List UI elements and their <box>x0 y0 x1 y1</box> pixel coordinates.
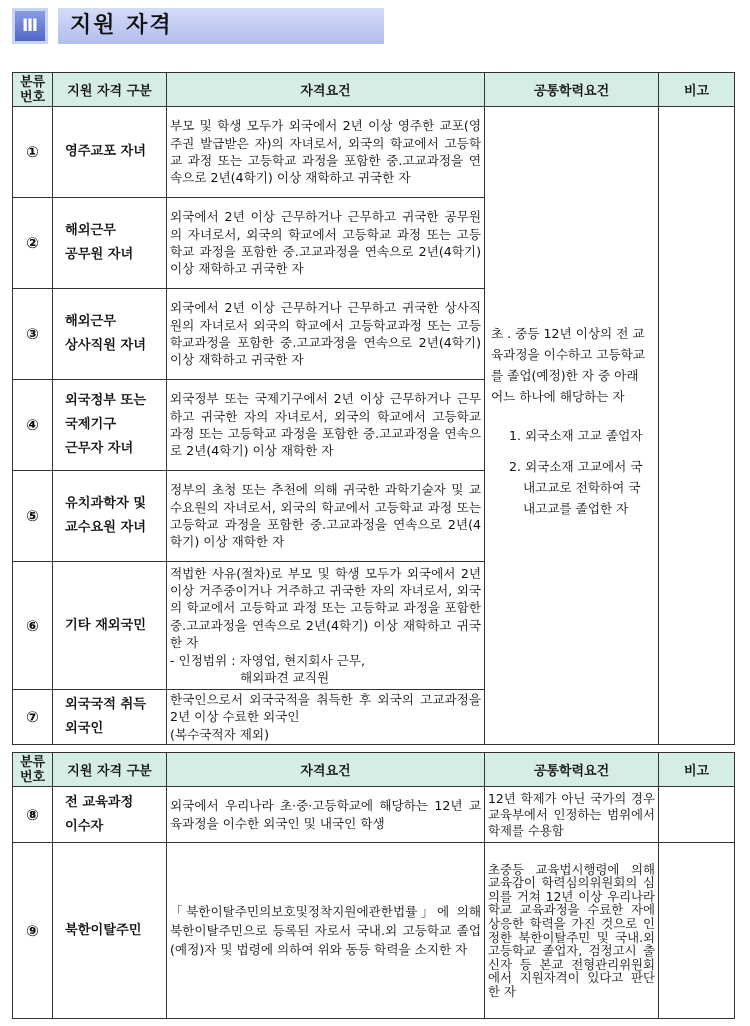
section-number-badge: Ⅲ <box>12 8 48 44</box>
row-category: 기타 재외국민 <box>53 562 167 690</box>
table-header-row <box>13 753 735 787</box>
header-note: 비고 <box>659 753 735 787</box>
row-number: ⑨ <box>13 843 53 1019</box>
row-number: ⑦ <box>13 690 53 745</box>
row-number: ① <box>13 107 53 198</box>
note-cell <box>659 843 735 1019</box>
common-intro: 초 . 중등 12년 이상의 전 교육과정을 이수하고 고등학교를 졸업(예정)한 자 중 아래 어느 하나에 해당하는 자 <box>491 325 645 404</box>
row-common: 초중등 교육법시행령에 의해 교육감이 학력심의위원회의 심의를 거쳐 12년 이상 우리나라 학교 교육과정을 수료한 자에 상응한 학력을 가진 것으로 인정한 북한이탈주민 및 국내.외 고등학교 졸업자, 검정고시 출신자 등 본교 전형관리위원회에서 지원자격이 있다고 판단한 자 <box>485 843 659 1019</box>
header-common: 공통학력요건 <box>485 73 659 107</box>
row-requirement: 부모 및 학생 모두가 외국에서 2년 이상 영주한 교포(영주권 발급받은 자)의 자녀로서, 외국의 학교에서 고등학교 과정 또는 고등학교 과정을 포함한 중.고교과정을 연속으로 2년(4학기) 이상 재학하고 귀국한 자 <box>167 107 485 198</box>
row-number: ⑧ <box>13 787 53 843</box>
row-number: ② <box>13 198 53 289</box>
header-num: 분류 번호 <box>13 73 53 107</box>
section-title: 지원 자격 <box>58 8 384 44</box>
row-requirement: 외국에서 2년 이상 근무하거나 근무하고 귀국한 공무원의 자녀로서, 외국의 학교에서 고등학교 과정 또는 고등학교 과정을 포함한 중.고교과정을 연속으로 2년(4학기) 이상 재학하고 귀국한 자 <box>167 198 485 289</box>
row-requirement: 외국에서 2년 이상 근무하거나 근무하고 귀국한 상사직원의 자녀로서 외국의 학교에서 고등학교과정 또는 고등학교과정을 포함한 중.고교과정을 연속으로 2년(4학기) 이상 재학하고 귀국한 자 <box>167 289 485 380</box>
row-requirement: 외국정부 또는 국제기구에서 2년 이상 근무하거나 근무하고 귀국한 자의 자녀로서, 외국의 학교에서 고등학교 과정 또는 고등학교 과정을 포함한 중.고교과정을 연속으로 2년(4학기) 이상 재학한 자 <box>167 380 485 471</box>
row-category: 전 교육과정 이수자 <box>53 787 167 843</box>
row-category: 해외근무 상사직원 자녀 <box>53 289 167 380</box>
row-category: 북한이탈주민 <box>53 843 167 1019</box>
row-category: 해외근무 공무원 자녀 <box>53 198 167 289</box>
row-common: 12년 학제가 아닌 국가의 경우 교육부에서 인정하는 범위에서 학제를 수용함 <box>485 787 659 843</box>
row-requirement: 정부의 초청 또는 추천에 의해 귀국한 과학기술자 및 교수요원의 자녀로서, 외국의 학교에서 고등학교 과정 또는 고등학교 과정을 포함한 중.고교과정을 연속으로 2년(4학기) 이상 재학한 자 <box>167 471 485 562</box>
header-note: 비고 <box>659 73 735 107</box>
table-header-row <box>13 73 735 107</box>
note-cell <box>659 107 735 745</box>
note-cell <box>659 787 735 843</box>
header-requirement: 자격요건 <box>167 753 485 787</box>
section-title-bar <box>8 8 384 44</box>
table-row <box>13 843 735 1019</box>
row-number: ④ <box>13 380 53 471</box>
row-number: ③ <box>13 289 53 380</box>
header-num: 분류 번호 <box>13 753 53 787</box>
row-requirement: 적법한 사유(절차)로 부모 및 학생 모두가 외국에서 2년 이상 거주중이거나 거주하고 귀국한 자의 자녀로서, 외국의 학교에서 고등학교 과정 또는 고등학교 과정을 포함한 중.고교과정을 연속으로 2년(4학기) 이상 재학하고 귀국한 자 - 인정범위 : 자영업, 현지회사 근무, 해외파견 교직원 <box>167 562 485 690</box>
row-requirement: 「북한이탈주민의보호및정착지원에관한법률」에 의해 북한이탈주민으로 등록된 자로서 국내.외 고등학교 졸업(예정)자 및 법령에 의하여 위와 동등 학력을 소지한 자 <box>167 843 485 1019</box>
eligibility-table-2 <box>12 752 735 1019</box>
row-requirement: 한국인으로서 외국국적을 취득한 후 외국의 고교과정을 2년 이상 수료한 외국인 (복수국적자 제외) <box>167 690 485 745</box>
table-row <box>13 107 735 198</box>
row-category: 유치과학자 및 교수요원 자녀 <box>53 471 167 562</box>
row-category: 외국국적 취득 외국인 <box>53 690 167 745</box>
common-item: 2. 외국소재 고교에서 국내고교로 전학하여 국내고교를 졸업한 자 <box>509 458 643 516</box>
common-item: 1. 외국소재 고교 졸업자 <box>509 427 643 443</box>
common-requirement <box>485 107 659 745</box>
row-category: 영주교포 자녀 <box>53 107 167 198</box>
row-category: 외국정부 또는 국제기구 근무자 자녀 <box>53 380 167 471</box>
row-number: ⑤ <box>13 471 53 562</box>
row-number: ⑥ <box>13 562 53 690</box>
eligibility-table-1 <box>12 72 735 745</box>
header-category: 지원 자격 구분 <box>53 753 167 787</box>
header-requirement: 자격요건 <box>167 73 485 107</box>
row-requirement: 외국에서 우리나라 초·중·고등학교에 해당하는 12년 교육과정을 이수한 외국인 및 내국인 학생 <box>167 787 485 843</box>
table-row <box>13 787 735 843</box>
header-category: 지원 자격 구분 <box>53 73 167 107</box>
header-common: 공통학력요건 <box>485 753 659 787</box>
